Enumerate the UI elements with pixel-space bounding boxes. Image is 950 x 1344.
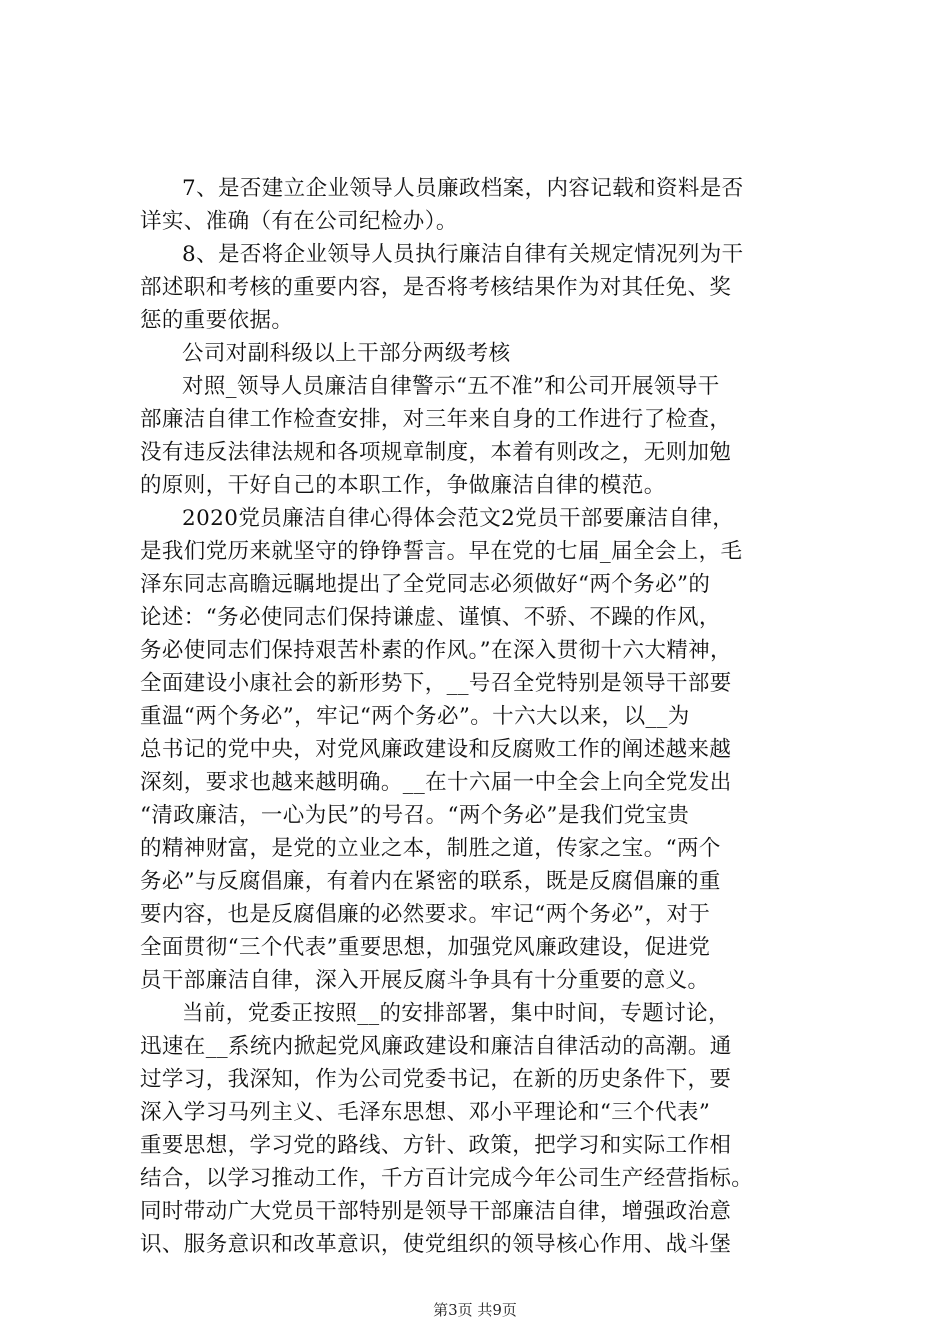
- text-line: 全面建设小康社会的新形势下，__号召全党特别是领导干部要: [140, 671, 732, 696]
- text-line: 重要思想，学习党的路线、方针、政策，把学习和实际工作相: [140, 1133, 732, 1158]
- text-line: 务必”与反腐倡廉，有着内在紧密的联系，既是反腐倡廉的重: [140, 869, 721, 894]
- text-line: 同时带动广大党员干部特别是领导干部廉洁自律，增强政治意: [140, 1199, 732, 1224]
- text-line: 是我们党历来就坚守的铮铮誓言。早在党的七届_届全会上，毛: [140, 539, 743, 564]
- text-line: 7、是否建立企业领导人员廉政档案，内容记载和资料是否: [182, 176, 744, 201]
- text-line: 结合，以学习推动工作，千方百计完成今年公司生产经营指标。: [140, 1166, 754, 1191]
- text-line: 部廉洁自律工作检查安排，对三年来自身的工作进行了检查，: [140, 407, 732, 432]
- text-line: 总书记的党中央，对党风廉政建设和反腐败工作的阐述越来越: [140, 737, 732, 762]
- text-line: 公司对副科级以上干部分两级考核: [182, 341, 511, 366]
- text-line: 泽东同志高瞻远瞩地提出了全党同志必须做好“两个务必”的: [140, 572, 711, 597]
- text-line: 全面贯彻“三个代表”重要思想，加强党风廉政建设，促进党: [140, 935, 711, 960]
- text-line: 重温“两个务必”，牢记“两个务必”。十六大以来，以__为: [140, 704, 690, 729]
- text-line: 详实、准确（有在公司纪检办）。: [140, 209, 458, 234]
- text-line: 的原则，干好自己的本职工作，争做廉洁自律的模范。: [140, 473, 666, 498]
- text-line: 的精神财富，是党的立业之本，制胜之道，传家之宝。“两个: [140, 836, 721, 861]
- text-line: 识、服务意识和改革意识，使党组织的领导核心作用、战斗堡: [140, 1232, 732, 1257]
- text-line: 务必使同志们保持艰苦朴素的作风。”在深入贯彻十六大精神，: [140, 638, 732, 663]
- text-line: 惩的重要依据。: [140, 308, 294, 333]
- text-line: “清政廉洁，一心为民”的号召。“两个务必”是我们党宝贵: [140, 803, 690, 828]
- text-line: 深刻，要求也越来越明确。__在十六届一中全会上向全党发出: [140, 770, 732, 795]
- text-line: 2020党员廉洁自律心得体会范文2党员干部要廉洁自律，: [182, 506, 735, 531]
- text-line: 员干部廉洁自律，深入开展反腐斗争具有十分重要的意义。: [140, 968, 710, 993]
- text-line: 论述：“务必使同志们保持谦虚、谨慎、不骄、不躁的作风，: [140, 605, 721, 630]
- page-footer: 第3页 共9页: [433, 1301, 517, 1319]
- text-line: 迅速在__系统内掀起党风廉政建设和廉洁自律活动的高潮。通: [140, 1034, 732, 1059]
- text-line: 当前，党委正按照__的安排部署，集中时间，专题讨论，: [182, 1001, 730, 1026]
- text-line: 对照_领导人员廉洁自律警示“五不准”和公司开展领导干: [182, 374, 720, 399]
- document-body: [140, 172, 840, 1261]
- text-line: 8、是否将企业领导人员执行廉洁自律有关规定情况列为干: [182, 242, 744, 267]
- text-line: 要内容，也是反腐倡廉的必然要求。牢记“两个务必”，对于: [140, 902, 711, 927]
- text-line: 部述职和考核的重要内容，是否将考核结果作为对其任免、奖: [140, 275, 732, 300]
- text-line: 没有违反法律法规和各项规章制度，本着有则改之，无则加勉: [140, 440, 732, 465]
- text-line: 深入学习马列主义、毛泽东思想、邓小平理论和“三个代表”: [140, 1100, 711, 1125]
- text-line: 过学习，我深知，作为公司党委书记，在新的历史条件下，要: [140, 1067, 732, 1092]
